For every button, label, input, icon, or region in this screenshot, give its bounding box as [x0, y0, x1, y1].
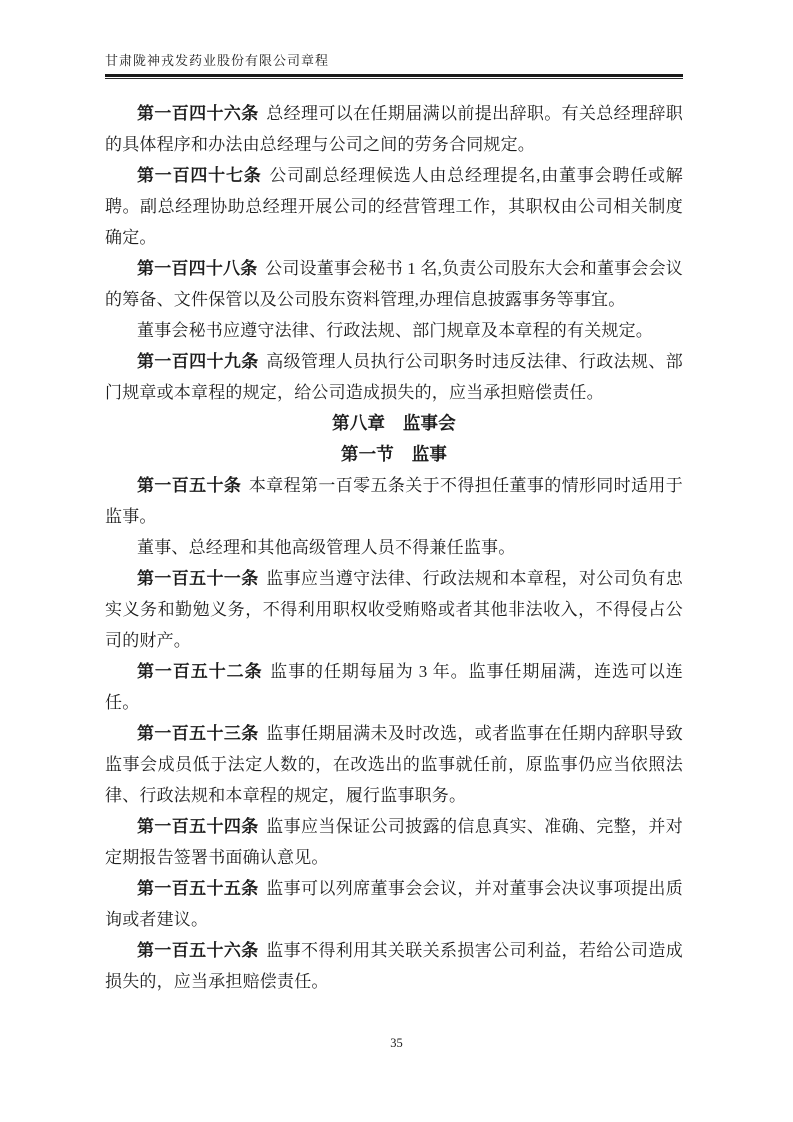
article-154-text: 监事应当保证公司披露的信息真实、准确、完整，并对定期报告签署书面确认意见。: [105, 817, 683, 867]
header-rule-thick: [105, 74, 683, 77]
article-155-paragraph: [105, 873, 683, 935]
article-146-paragraph: [105, 98, 683, 160]
article-152-paragraph: [105, 656, 683, 718]
article-147-text: 公司副总经理候选人由总经理提名,由董事会聘任或解聘。副总经理协助总经理开展公司的经营管理工作，其职权由公司相关制度确定。: [105, 166, 683, 247]
page-header: [105, 50, 683, 79]
article-149-number: 第一百四十九条: [137, 352, 259, 371]
article-147-number: 第一百四十七条: [137, 166, 262, 185]
article-156-number: 第一百五十六条: [137, 941, 259, 960]
article-156-text: 监事不得利用其关联关系损害公司利益，若给公司造成损失的，应当承担赔偿责任。: [105, 941, 683, 991]
article-153-text: 监事任期届满未及时改选，或者监事在任期内辞职导致监事会成员低于法定人数的，在改选出的监事就任前，原监事仍应当依照法律、行政法规和本章程的规定，履行监事职务。: [105, 724, 683, 805]
section-1-heading: 第一节 监事: [340, 444, 448, 464]
article-149-text: 高级管理人员执行公司职务时违反法律、行政法规、部门规章或本章程的规定，给公司造成损失的，应当承担赔偿责任。: [105, 352, 683, 402]
article-155-text: 监事可以列席董事会会议，并对董事会决议事项提出质询或者建议。: [105, 879, 683, 929]
article-155-number: 第一百五十五条: [137, 879, 259, 898]
article-153-number: 第一百五十三条: [137, 724, 259, 743]
article-156-paragraph: [105, 935, 683, 997]
supervisor-concurrent-text: 董事、总经理和其他高级管理人员不得兼任监事。: [137, 538, 516, 557]
article-150-number: 第一百五十条: [137, 476, 242, 495]
article-148-text: 公司设董事会秘书 1 名,负责公司股东大会和董事会会议的筹备、文件保管以及公司股东资料管理,办理信息披露事务等事宜。: [105, 259, 683, 309]
article-149-paragraph: [105, 346, 683, 408]
chapter-8-heading: 第八章 监事会: [332, 413, 456, 433]
secretary-rule-text: 董事会秘书应遵守法律、行政法规、部门规章及本章程的有关规定。: [137, 321, 653, 340]
article-146-number: 第一百四十六条: [137, 104, 259, 123]
article-151-number: 第一百五十一条: [137, 569, 259, 588]
article-150-text: 本章程第一百零五条关于不得担任董事的情形同时适用于监事。: [105, 476, 683, 526]
article-153-paragraph: [105, 718, 683, 811]
article-151-text: 监事应当遵守法律、行政法规和本章程，对公司负有忠实义务和勤勉义务，不得利用职权收受贿赂或者其他非法收入，不得侵占公司的财产。: [105, 569, 683, 650]
document-body: [105, 98, 683, 997]
article-154-paragraph: [105, 811, 683, 873]
secretary-rule-paragraph: [105, 315, 683, 346]
article-148-number: 第一百四十八条: [137, 259, 258, 278]
article-151-paragraph: [105, 563, 683, 656]
page-number: 35: [390, 1036, 403, 1050]
header-title: 甘肃陇神戎发药业股份有限公司章程: [105, 53, 330, 68]
article-154-number: 第一百五十四条: [137, 817, 259, 836]
article-150-paragraph: [105, 470, 683, 532]
article-152-number: 第一百五十二条: [137, 662, 263, 681]
header-rule-thin: [105, 78, 683, 79]
article-152-text: 监事的任期每届为 3 年。监事任期届满，连选可以连任。: [105, 662, 684, 712]
supervisor-concurrent-paragraph: [105, 532, 683, 563]
article-147-paragraph: [105, 160, 683, 253]
page-footer: [0, 1036, 793, 1051]
article-146-text: 总经理可以在任期届满以前提出辞职。有关总经理辞职的具体程序和办法由总经理与公司之间的劳务合同规定。: [105, 104, 683, 154]
article-148-paragraph: [105, 253, 683, 315]
